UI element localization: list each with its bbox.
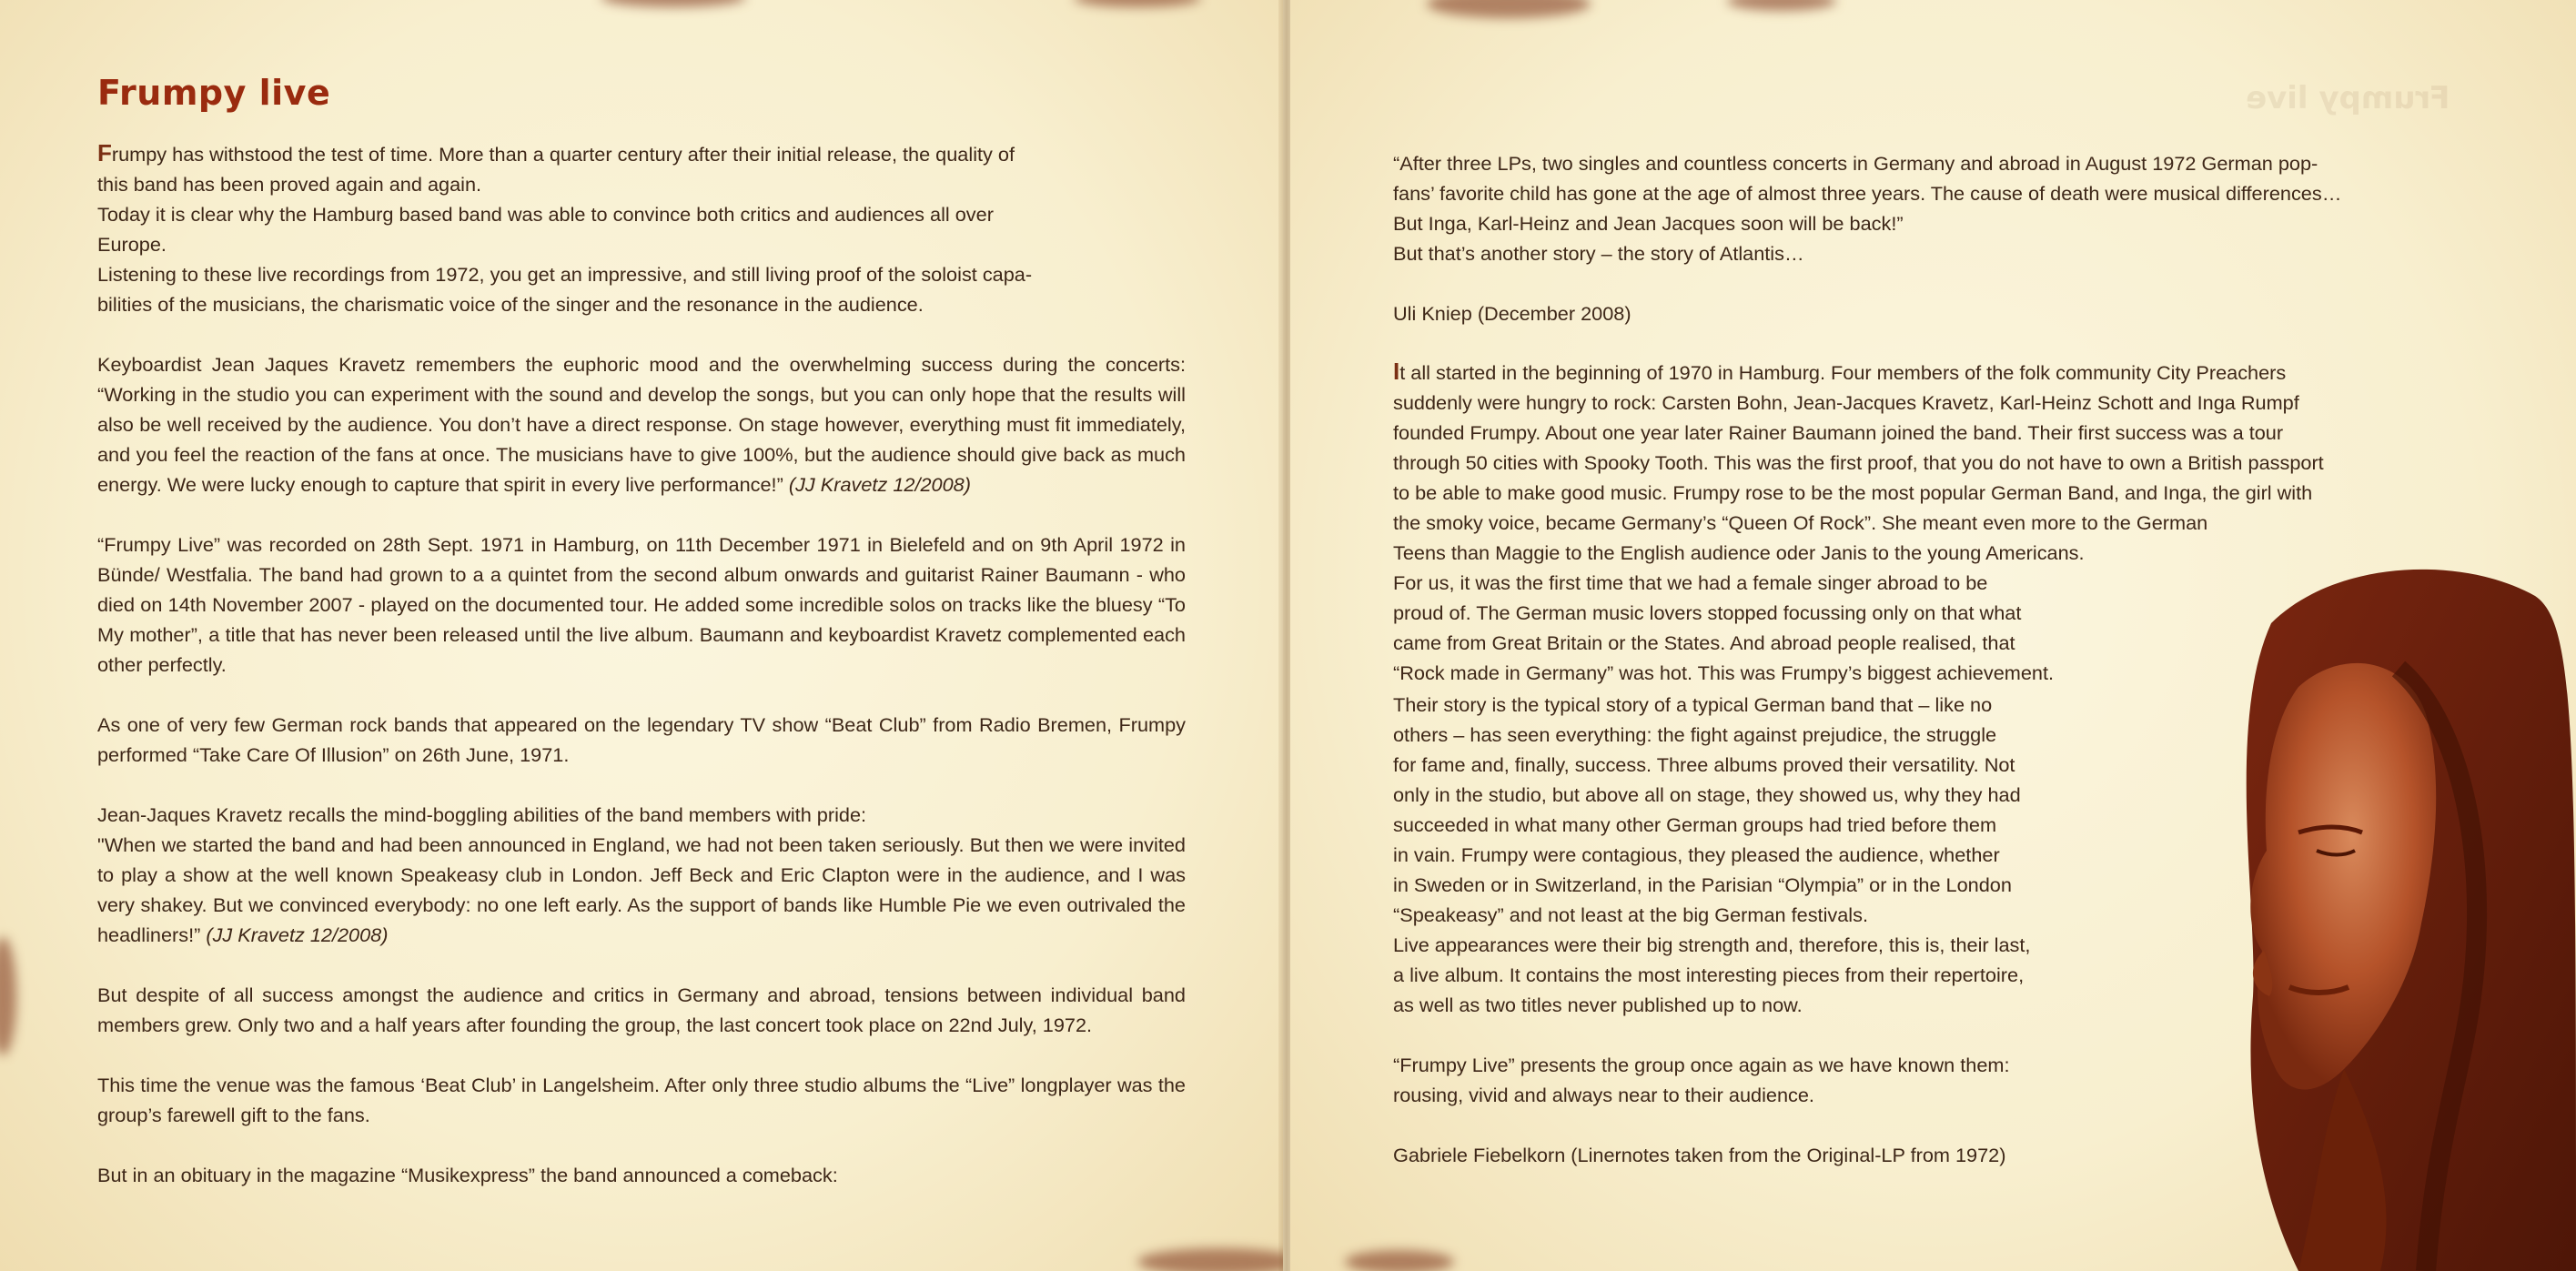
paragraph-text: "When we started the band and had been announced in England, we had not been taken seriously. But then we were invited to play a show at the well known Speakeasy club in London. Jeff Beck and Eric Clapton were in the audience, and I was very shakey. But we convinced everybody: no one left early. As the support of bands like Humble Pie we even outrivaled the headliners!” (97, 833, 1186, 946)
paragraph-text: Keyboardist Jean Jaques Kravetz remembers the euphoric mood and the overwhelming success during the concerts: “Working in the studio you can experiment with the sound and develop the songs, but you can only hope that the results will also be well received by the audience. You don’t have a direct response. On stage however, everything must fit immediately, and you feel the reaction of the fans at once. The musicians have to give 100%, but the audience should give back as much energy. We were lucky enough to capture that spirit in every live performance!” (97, 353, 1186, 496)
text-line: fans’ favorite child has gone at the age of almost three years. The cause of death were musical differences… (1393, 182, 2342, 205)
edge-stain (1074, 0, 1201, 7)
left-article (97, 138, 1186, 1220)
text-line: bilities of the musicians, the charismatic voice of the singer and the resonance in the audience. (97, 293, 924, 316)
obituary-quote (1393, 148, 2494, 328)
farewell-paragraph: This time the venue was the famous ‘Beat Club’ in Langelsheim. After only three studio albums the “Live” longplayer was the group’s farewell gift to the fans. (97, 1074, 1186, 1126)
text-line: Their story is the typical story of a typical German band that – like no (1393, 693, 1993, 716)
text-line: the smoky voice, became Germany’s “Queen Of Rock”. She meant even more to the German (1393, 511, 2208, 534)
text-line: only in the studio, but above all on stage, they showed us, why they had (1393, 783, 2021, 806)
text-line: through 50 cities with Spooky Tooth. This was the first proof, that you do not have to own a British passport (1393, 451, 2324, 474)
text-line: came from Great Britain or the States. And abroad people realised, that (1393, 631, 2015, 654)
story-paragraph (1393, 357, 2512, 688)
edge-stain (0, 937, 16, 1055)
intro-paragraph (97, 138, 1186, 319)
beat-club-paragraph: As one of very few German rock bands that appeared on the legendary TV show “Beat Club” from Radio Bremen, Frumpy performed “Take Care Of Illusion” on 26th June, 1971. (97, 713, 1186, 766)
text-line: For us, it was the first time that we had a female singer abroad to be (1393, 571, 1988, 594)
text-line: Live appearances were their big strength and, therefore, this is, their last, (1393, 933, 2031, 956)
text-line: Teens than Maggie to the English audience oder Janis to the young Americans. (1393, 541, 2085, 564)
text-line: But Inga, Karl-Heinz and Jean Jacques soon will be back!” (1393, 212, 1904, 235)
edge-stain (601, 0, 746, 7)
kravetz-quote-paragraph (97, 349, 1186, 499)
speakeasy-paragraph (97, 800, 1186, 950)
bleed-through-title: Frumpy live (2246, 80, 2450, 116)
text-line: proud of. The German music lovers stopped focussing only on that what (1393, 601, 2022, 624)
page-title: Frumpy live (97, 73, 331, 113)
citation: (JJ Kravetz 12/2008) (788, 473, 971, 496)
text-line: suddenly were hungry to rock: Carsten Bohn, Jean-Jacques Kravetz, Karl-Heinz Schott and Inga Rumpf (1393, 391, 2299, 414)
text-line: “Frumpy Live” presents the group once again as we have known them: (1393, 1054, 2010, 1076)
text-line: others – has seen everything: the fight against prejudice, the struggle (1393, 723, 1997, 746)
text-line: a live album. It contains the most interesting pieces from their repertoire, (1393, 963, 2025, 986)
text-line: t all started in the beginning of 1970 in Hamburg. Four members of the folk community City Preachers (1399, 361, 2287, 384)
tensions-paragraph: But despite of all success amongst the audience and critics in Germany and abroad, tensions between individual band members grew. Only two and a half years after founding the group, the last concert took place on 22nd July, 1972. (97, 984, 1186, 1036)
citation: (JJ Kravetz 12/2008) (206, 923, 389, 946)
right-page (1290, 0, 2576, 1271)
recording-paragraph: “Frumpy Live” was recorded on 28th Sept. 1971 in Hamburg, on 11th December 1971 in Bielefeld and on 9th April 1972 in Bünde/ Westfalia. The band had grown to a a quintet from the second album onwards and guitarist Rainer Baumann - who died on 14th November 2007 - played on the documented tour. He added some incredible solos on tracks like the bluesy “To My mother”, a title that has never been released until the live album. Baumann and keyboardist Kravetz complemented each other perfectly. (97, 533, 1186, 676)
drop-cap: F (97, 139, 112, 166)
author-signature: Uli Kniep (December 2008) (1393, 302, 1631, 325)
edge-stain (1727, 0, 1836, 11)
text-line: “Speakeasy” and not least at the big German festivals. (1393, 903, 1868, 926)
text-line: in Sweden or in Switzerland, in the Parisian “Olympia” or in the London (1393, 873, 2012, 896)
obituary-paragraph: But in an obituary in the magazine “Musikexpress” the band announced a comeback: (97, 1164, 838, 1186)
text-line: rousing, vivid and always near to their audience. (1393, 1084, 1814, 1106)
text-line: Today it is clear why the Hamburg based band was able to convince both critics and audiences all over (97, 203, 994, 226)
edge-stain (1137, 1248, 1283, 1271)
text-line: succeeded in what many other German groups had tried before them (1393, 813, 1997, 836)
edge-stain (1427, 0, 1591, 18)
text-line: But that’s another story – the story of Atlantis… (1393, 242, 1804, 265)
text-line: Listening to these live recordings from 1972, you get an impressive, and still living proof of the soloist capa- (97, 263, 1033, 286)
text-line: Europe. (97, 233, 167, 256)
text-line: founded Frumpy. About one year later Rainer Baumann joined the band. Their first success was a tour (1393, 421, 2284, 444)
edge-stain (1345, 1250, 1454, 1271)
text-line: “After three LPs, two singles and countless concerts in Germany and abroad in August 1972 German pop- (1393, 152, 2318, 175)
text-line: Jean-Jaques Kravetz recalls the mind-boggling abilities of the band members with pride: (97, 803, 867, 826)
text-line: “Rock made in Germany” was hot. This was Frumpy’s biggest achievement. (1393, 661, 2055, 684)
text-line: for fame and, finally, success. Three albums proved their versatility. Not (1393, 753, 2015, 776)
text-line: to be able to make good music. Frumpy rose to be the most popular German Band, and Inga, the girl with (1393, 481, 2313, 504)
text-line: in vain. Frumpy were contagious, they pleased the audience, whether (1393, 843, 2000, 866)
story-continuation (1393, 690, 2176, 1200)
text-line: rumpy has withstood the test of time. More than a quarter century after their initial release, the quality of (111, 143, 1015, 166)
left-page (0, 0, 1283, 1271)
versatility-paragraph (1393, 690, 2176, 1020)
drop-cap: I (1393, 358, 1400, 385)
text-line: as well as two titles never published up to now. (1393, 994, 1803, 1016)
closing-paragraph (1393, 1050, 2176, 1110)
author-signature: Gabriele Fiebelkorn (Linernotes taken from the Original-LP from 1972) (1393, 1144, 2006, 1166)
text-line: this band has been proved again and again. (97, 173, 482, 196)
